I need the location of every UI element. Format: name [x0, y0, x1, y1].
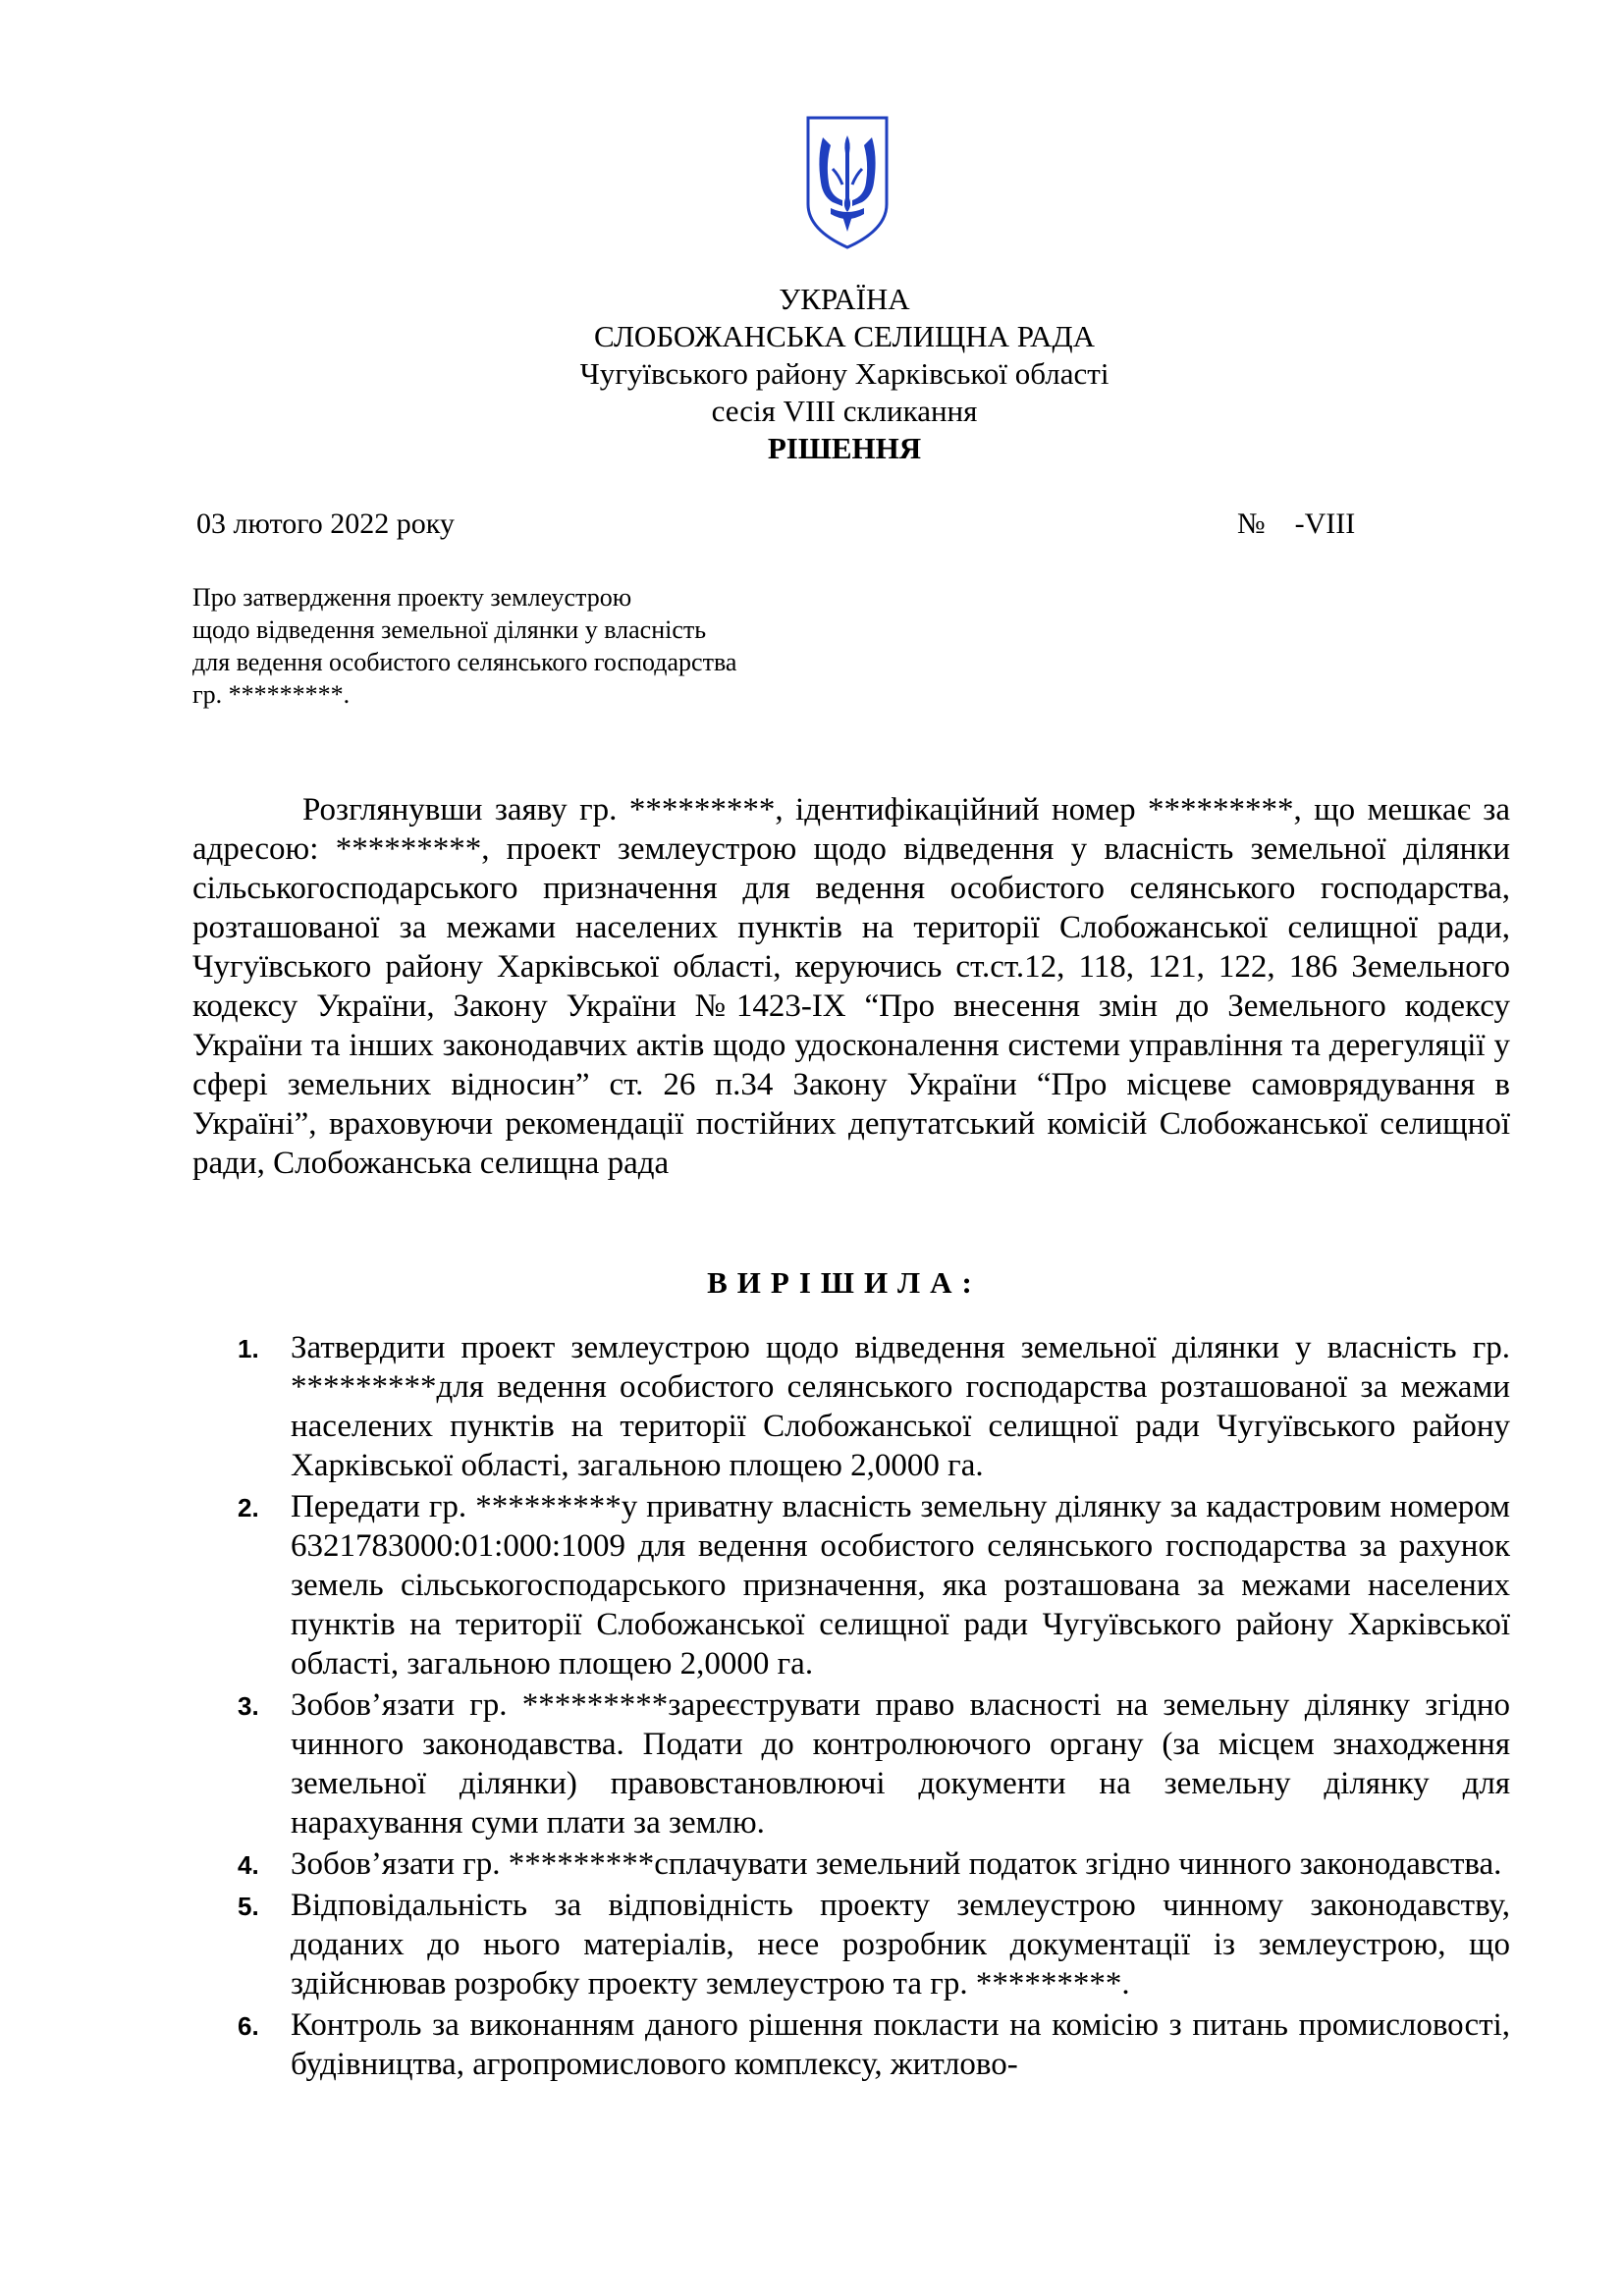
decisions-list: [192, 1328, 1510, 2086]
subject-line: щодо відведення земельної ділянки у власність: [192, 615, 707, 644]
decision-item-number: 2.: [238, 1493, 259, 1522]
decision-item-text: Зобов’язати гр. *********зареєструвати право власності на земельну ділянку згідно чинного законодавства. Подати до контролюючого органу (за місцем знаходження земельної ділянки) правовстановлюючі документи на земельну ділянку для нарахування суми плати за землю.: [291, 1687, 1510, 1841]
decision-item-text: Контроль за виконанням даного рішення покласти на комісію з питань промисловості, будівництва, агропромислового комплексу, житлово-: [291, 2007, 1510, 2082]
dateline: [196, 506, 1375, 543]
decision-item: [192, 1487, 1510, 1683]
preamble-paragraph: Розглянувши заяву гр. *********, ідентифікаційний номер *********, що мешкає за адресою: *********, проект землеустрою щодо відведення у власність земельної ділянки сільськогосподарського призначення для ведення особистого селянського господарства, розташованої за межами населених пунктів на території Слобожанської селищної ради, Чугуївського району Харківської області, керуючись ст.ст.12, 118, 121, 122, 186 Земельного кодексу України, Закону України №1423-IX “Про внесення змін до Земельного кодексу України та інших законодавчих актів щодо удосконалення системи управління та дерегуляції у сфері земельних відносин” ст. 26 п.34 Закону України “Про місцеве самоврядування в Україні”, враховуючи рекомендації постійних депутатський комісій Слобожанської селищної ради, Слобожанська селищна рада: [192, 792, 1510, 1181]
decision-item-number: 1.: [238, 1334, 259, 1363]
decision-number: № -VIII: [1237, 507, 1356, 540]
subject-line: гр. *********.: [192, 680, 351, 709]
document-type: РІШЕННЯ: [767, 431, 922, 465]
decision-item-text: Відповідальність за відповідність проекту землеустрою чинному законодавству, доданих до нього матеріалів, несе розробник документації із землеустрою, що здійснював розробку проекту землеустрою та гр. *********.: [291, 1888, 1510, 2002]
session-label: сесія VIII скликання: [711, 394, 978, 428]
decision-item-number: 5.: [238, 1892, 259, 1921]
decision-item: [192, 2005, 1510, 2084]
decision-item-number: 6.: [238, 2011, 259, 2041]
decision-item: [192, 1685, 1510, 1842]
trident-coat-of-arms-icon: [803, 114, 892, 251]
district-name: Чугуївського району Харківської області: [579, 356, 1110, 391]
subject-line: Про затвердження проекту землеустрою: [192, 583, 632, 612]
country-name: УКРАЇНА: [779, 282, 910, 316]
decision-item: [192, 1328, 1510, 1485]
decision-item: [192, 1844, 1510, 1884]
decision-item-text: Передати гр. *********у приватну власність земельну ділянку за кадастровим номером 6321783000:01:000:1009 для ведення особистого селянського господарства за рахунок земель сільськогосподарського призначення, яка розташована за межами населених пунктів на території Слобожанської селищної ради Чугуївського району Харківської області, загальною площею 2,0000 га.: [291, 1489, 1510, 1682]
decision-item-number: 3.: [238, 1691, 259, 1721]
decision-date: 03 лютого 2022 року: [196, 507, 455, 540]
decision-subject: [192, 581, 978, 711]
document-header: [0, 281, 1624, 467]
decision-item: [192, 1886, 1510, 2003]
subject-line: для ведення особистого селянського господарства: [192, 648, 737, 676]
decision-item-number: 4.: [238, 1850, 259, 1880]
decision-item-text: Зобов’язати гр. *********сплачувати земельний податок згідно чинного законодавства.: [291, 1846, 1502, 1882]
decided-heading: ВИРІШИЛА:: [707, 1265, 982, 1300]
council-name: СЛОБОЖАНСЬКА СЕЛИЩНА РАДА: [594, 319, 1095, 353]
decision-item-text: Затвердити проект землеустрою щодо відведення земельної ділянки у власність гр. *********для ведення особистого селянського господарства розташованої за межами населених пунктів на території Слобожанської селищної ради Чугуївського району Харківської області, загальною площею 2,0000 га.: [291, 1330, 1510, 1483]
